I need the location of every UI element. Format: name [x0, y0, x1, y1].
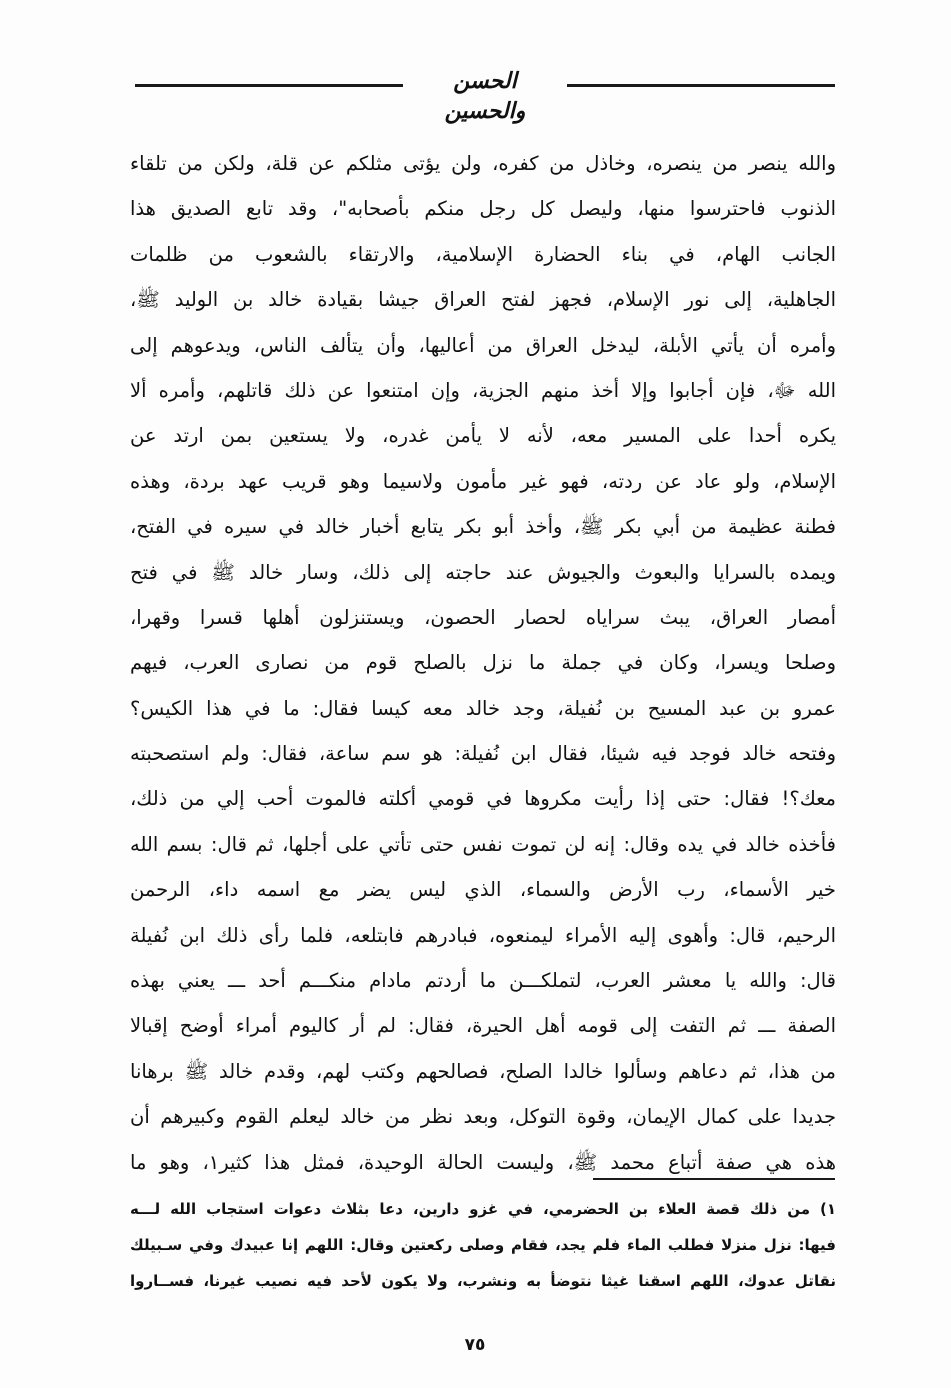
- text-line: الصفة ـــ ثم التفت إلى قومه أهل الحيرة، فقال: لم أر كاليوم أمراء أوضح إقبالا: [130, 1014, 836, 1038]
- text-line: أمصار العراق، يبث سراياه لحصار الحصون، ويستنزلون أهلها قسرا وقهرا،: [130, 605, 836, 629]
- text-line: وصلحا ويسرا، وكان في جملة ما نزل بالصلح قوم من نصارى العرب، فيهم: [130, 651, 836, 675]
- text-line: خير الأسماء، رب الأرض والسماء، الذي ليس يضر مع اسمه داء، الرحمن: [130, 878, 836, 902]
- text-line: وفتحه خالد فوجد فيه شيئا، فقال ابن نُفيلة: هو سم ساعة، فقال: ولم استصحبته: [130, 742, 836, 766]
- footnote-separator: [593, 1178, 835, 1180]
- text-line: جديدا على كمال الإيمان، وقوة التوكل، وبعد نظر من خالد ليعلم القوم وكبيرهم أن: [130, 1105, 836, 1129]
- text-line: هذه هي صفة أتباع محمد ﷺ، وليست الحالة الوحيدة، فمثل هذا كثير١، وهو ما: [130, 1150, 836, 1174]
- text-line: الرحيم، قال: وأهوى إليه الأمراء ليمنعوه، فبادرهم فابتلعه، فلما رأى ذلك ابن نُفيلة: [130, 923, 836, 947]
- text-line: الله ﷻ، فإن أجابوا وإلا أخذ منهم الجزية، وإن امتنعوا عن ذلك قاتلهم، وأمره ألا: [130, 378, 836, 402]
- text-line: الجاهلية، إلى نور الإسلام، فجهز لفتح العراق جيشا بقيادة خالد بن الوليد ﷺ،: [130, 288, 836, 312]
- footnote-line: فيها: نزل منزلا فطلب الماء فلم يجد، فقام وصلى ركعتين وقال: اللهم إنا عبيدك وفي سـبيلك: [130, 1236, 836, 1254]
- text-line: وأمره أن يأتي الأبلة، ليدخل العراق من أعاليها، وأن يتألف الناس، ويدعوهم إلى: [130, 333, 836, 357]
- text-line: عمرو بن عبد المسيح بن نُفيلة، وجد خالد معه كيسا فقال: ما في هذا الكيس؟: [130, 696, 836, 720]
- text-line: فطنة عظيمة من أبي بكر ﷺ، وأخذ أبو بكر يتابع أخبار خالد في سيره في الفتح،: [130, 515, 836, 539]
- header-rule-left: [135, 84, 403, 87]
- text-line: من هذا، ثم دعاهم وسألوا خالدا الصلح، فصالحهم وكتب لهم، وقدم خالد ﷺ برهانا: [130, 1059, 836, 1083]
- text-line: والله ينصر من ينصره، وخاذل من كفره، ولن يؤتى مثلكم عن قلة، ولكن من تلقاء: [130, 152, 836, 175]
- main-text: [130, 141, 836, 1185]
- text-line: فأخذه خالد في يده وقال: إنه لن تموت نفس حتى تأتي على أجلها، ثم قال: بسم الله: [130, 832, 836, 856]
- page-number: ٧٥: [464, 1335, 486, 1355]
- text-line: قال: والله يا معشر العرب، لتملكـــن ما أردتم مادام منكـــم أحد ـــ يعني بهذه: [130, 969, 836, 993]
- text-line: معك؟! فقال: حتى إذا رأيت مكروها في قومي أكلته فالموت أحب إلي من ذلك،: [130, 787, 836, 811]
- text-line: الجانب الهام، في بناء الحضارة الإسلامية، والارتقاء بالشعوب من ظلمات: [130, 242, 836, 266]
- footnote-line: نقاتل عدوك، اللهم اسقنا غيثا نتوضأ به ونشرب، ولا يكون لأحد فيه نصيب غيرنا، فســاروا: [130, 1272, 836, 1290]
- header-rule-right: [567, 84, 835, 87]
- text-line: يكره أحدا على المسير معه، لأنه لا يأمن غدره، ولا يستعين بمن ارتد عن: [130, 424, 836, 448]
- footnote-line: ١) من ذلك قصة العلاء بن الحضرمي، في غزو دارين، دعا بثلاث دعوات استجاب الله لـــه: [130, 1200, 836, 1218]
- footnote: [130, 1191, 836, 1299]
- page-header: [135, 62, 835, 124]
- text-line: الإسلام، ولو عاد عن ردته، فهو غير مأمون ولاسيما وهو قريب عهد بردة، وهذه: [130, 469, 836, 493]
- text-line: ويمده بالسرايا والبعوث والجيوش عند حاجته إلى ذلك، وسار خالد ﷺ في فتح: [130, 560, 836, 584]
- text-line: الذنوب فاحترسوا منها، وليصل كل رجل منكم بأصحابه"، وقد تابع الصديق هذا: [130, 197, 836, 221]
- header-title: الحسن والحسين: [444, 68, 526, 124]
